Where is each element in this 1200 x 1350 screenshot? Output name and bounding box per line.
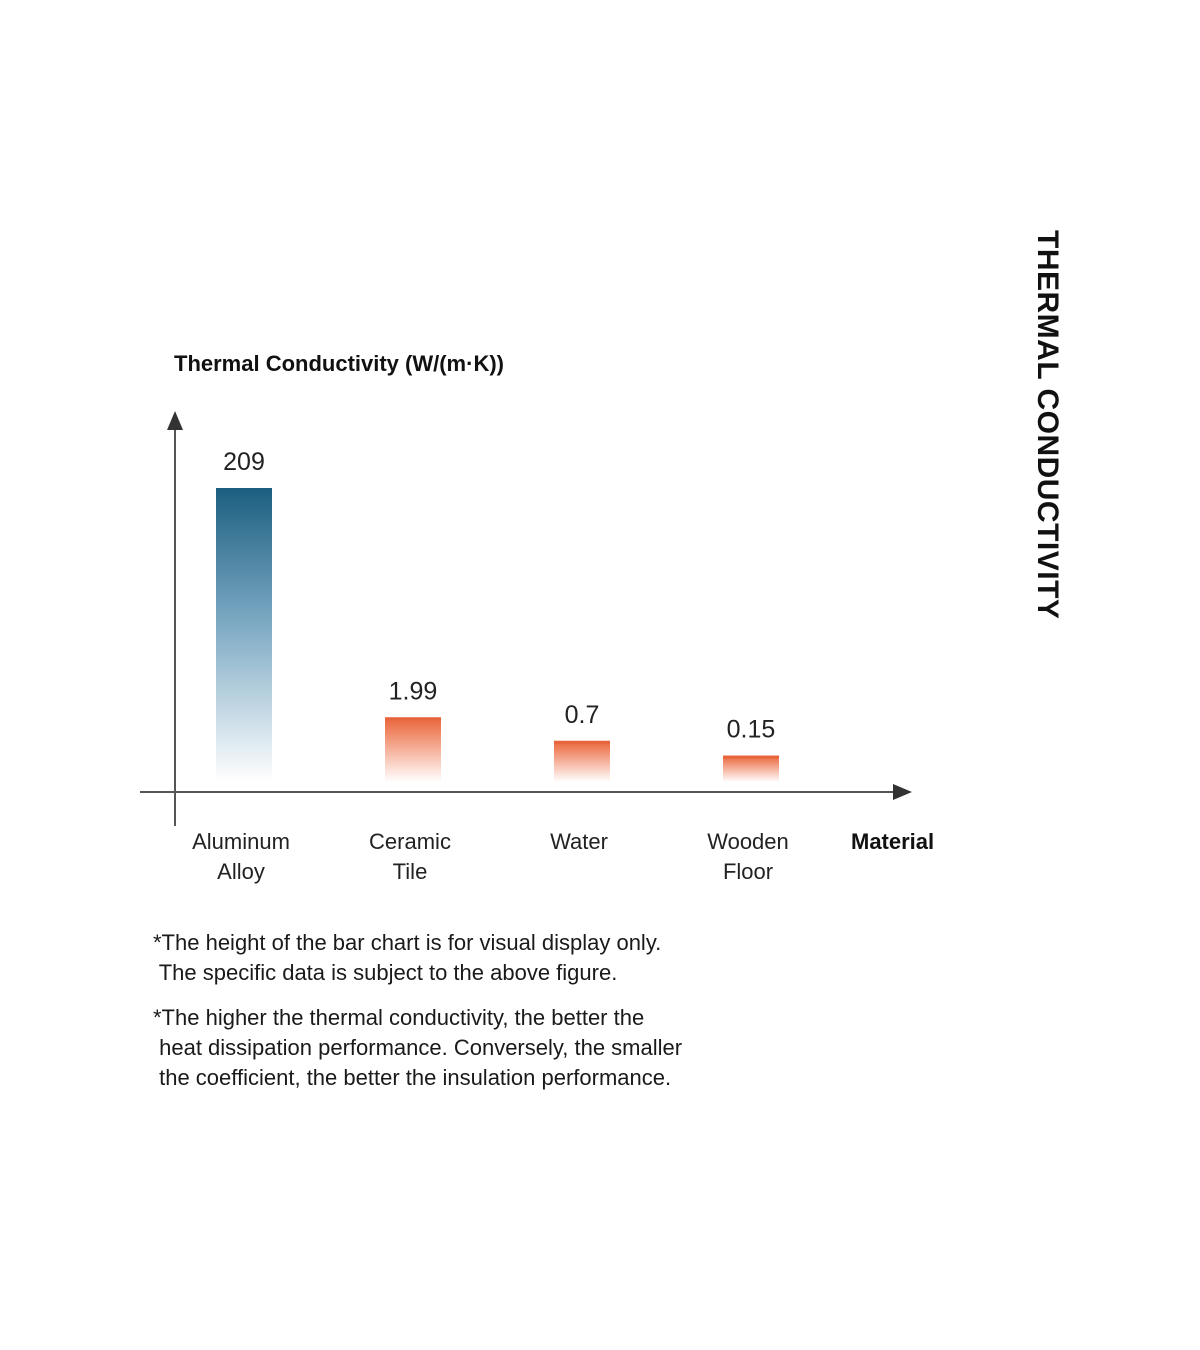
x-axis-label: Material [851,829,935,854]
side-title: THERMAL CONDUCTIVITY [1031,230,1064,620]
footnote-visual-display: *The height of the bar chart is for visual display only. The specific data is subject to the above figure. [153,930,662,985]
bar-1 [385,717,441,782]
bar-0 [216,488,272,782]
bar-cap-1 [385,717,441,720]
x-axis-arrow [893,784,912,800]
category-label-2-0: Water [550,829,608,854]
value-label-1: 1.99 [388,677,438,706]
category-labels-group [192,829,789,884]
y-axis-arrow [167,411,183,430]
value-labels-group [223,448,775,744]
value-label-3: 0.15 [726,715,776,744]
category-label-1-0: Ceramic [369,829,451,854]
bar-3 [723,756,779,782]
bars-group [216,488,779,782]
bar-cap-3 [723,756,779,759]
category-label-0-1: Alloy [217,859,265,884]
bar-cap-2 [554,741,610,744]
category-label-0-0: Aluminum [192,829,290,854]
value-label-2: 0.7 [564,700,600,729]
y-axis-label: Thermal Conductivity (W/(m·K)) [174,351,504,376]
bar-2 [554,741,610,782]
category-label-3-1: Floor [722,859,774,884]
category-label-1-1: Tile [392,859,428,884]
category-label-3-0: Wooden [707,829,789,854]
value-label-0: 209 [223,448,265,476]
footnote-conductivity-meaning: *The higher the thermal conductivity, the better the heat dissipation performance. Conversely, the smaller the coefficient, the better the insulation performance. [153,1005,683,1090]
